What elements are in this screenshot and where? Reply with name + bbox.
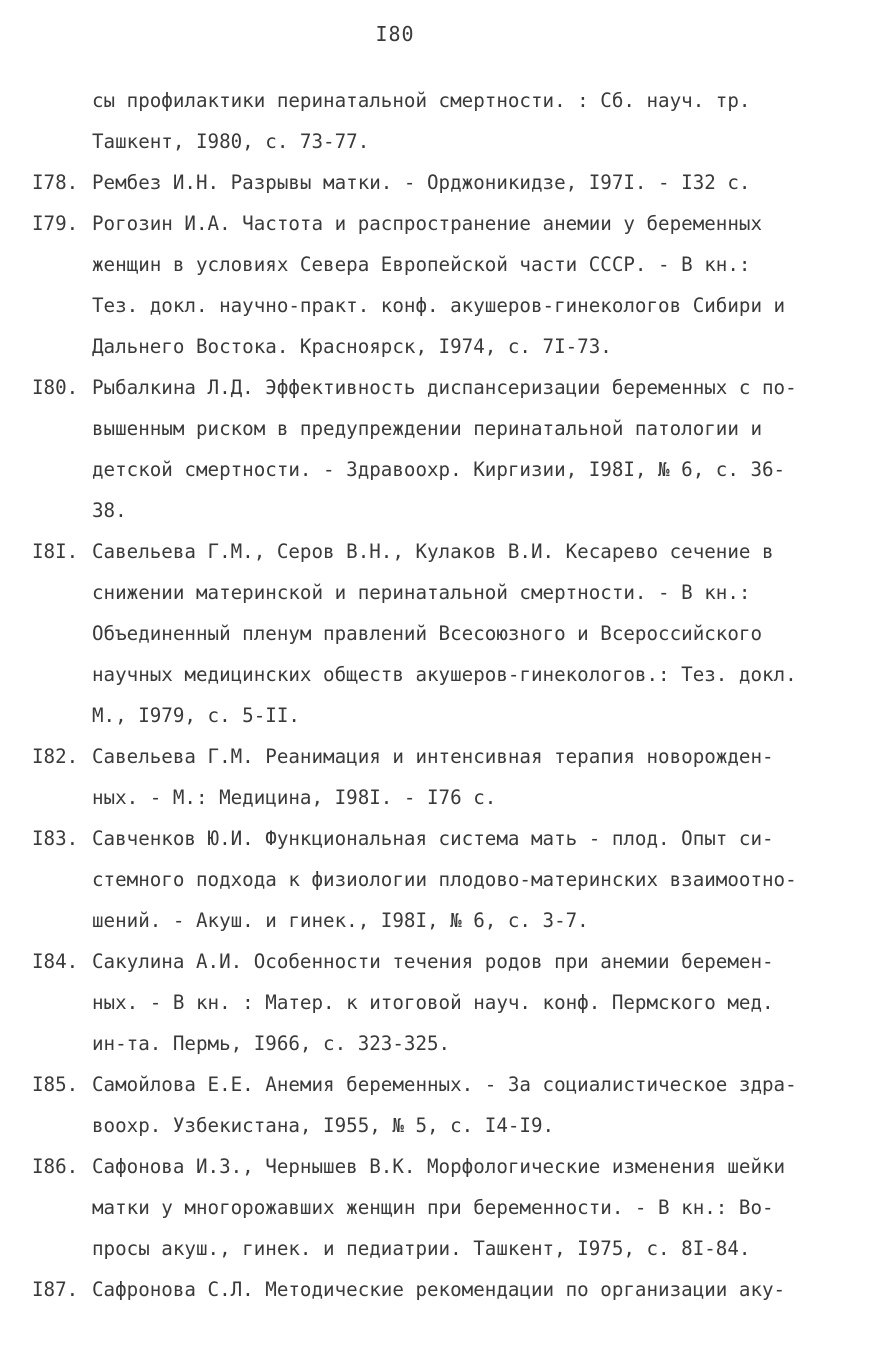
bibliography-entry-184 bbox=[0, 941, 884, 1064]
entry-line: ин-та. Пермь, I966, с. 323-325. bbox=[92, 1032, 451, 1055]
entry-line: Савченков Ю.И. Функциональная система мать - плод. Опыт си- bbox=[92, 827, 774, 850]
bibliography-entry-180 bbox=[0, 367, 884, 531]
bibliography-entry-185 bbox=[0, 1064, 884, 1146]
entry-number: I86. bbox=[32, 1155, 79, 1178]
entry-line: 38. bbox=[92, 499, 127, 522]
bibliography-entry-183 bbox=[0, 818, 884, 941]
entry-line: М., I979, с. 5-II. bbox=[92, 704, 300, 727]
entry-number: I85. bbox=[32, 1073, 79, 1096]
entry-number: I83. bbox=[32, 827, 79, 850]
entry-number: I8I. bbox=[32, 540, 79, 563]
entry-line: воохр. Узбекистана, I955, № 5, с. I4-I9. bbox=[92, 1114, 555, 1137]
page-number: I80 bbox=[375, 22, 415, 46]
entry-line: вышенным риском в предупреждении перинатальной патологии и bbox=[92, 417, 763, 440]
entry-line: матки у многорожавших женщин при беременности. - В кн.: Во- bbox=[92, 1196, 774, 1219]
entry-line: ных. - М.: Медицина, I98I. - I76 с. bbox=[92, 786, 497, 809]
entry-line: ных. - В кн. : Матер. к итоговой науч. конф. Пермского мед. bbox=[92, 991, 774, 1014]
entry-line: сы профилактики перинатальной смертности. : Сб. науч. тр. bbox=[92, 89, 751, 112]
entry-line: стемного подхода к физиологии плодово-материнских взаимоотно- bbox=[92, 868, 797, 891]
entry-line: женщин в условиях Севера Европейской части СССР. - В кн.: bbox=[92, 253, 751, 276]
entry-line: Объединенный пленум правлений Всесоюзного и Всероссийского bbox=[92, 622, 763, 645]
entry-line: Самойлова Е.Е. Анемия беременных. - За социалистическое здра- bbox=[92, 1073, 797, 1096]
entry-line: просы акуш., гинек. и педиатрии. Ташкент, I975, с. 8I-84. bbox=[92, 1237, 751, 1260]
entry-line: Сакулина А.И. Особенности течения родов при анемии беремен- bbox=[92, 950, 774, 973]
entry-line: Дальнего Востока. Красноярск, I974, с. 7I-73. bbox=[92, 335, 612, 358]
entry-line: Сафонова И.З., Чернышев В.К. Морфологические изменения шейки bbox=[92, 1155, 786, 1178]
bibliography-entry-187 bbox=[0, 1269, 884, 1310]
entry-number: I80. bbox=[32, 376, 79, 399]
entry-number: I84. bbox=[32, 950, 79, 973]
bibliography-list bbox=[0, 80, 884, 1310]
bibliography-entry-181 bbox=[0, 531, 884, 736]
entry-line: Ташкент, I980, с. 73-77. bbox=[92, 130, 370, 153]
continuation-entry bbox=[0, 80, 884, 162]
entry-line: шений. - Акуш. и гинек., I98I, № 6, с. 3-7. bbox=[92, 909, 589, 932]
entry-line: Сафронова С.Л. Методические рекомендации по организации аку- bbox=[92, 1278, 786, 1301]
entry-line: Рыбалкина Л.Д. Эффективность диспансеризации беременных с по- bbox=[92, 376, 797, 399]
entry-number: I78. bbox=[32, 171, 79, 194]
entry-line: Савельева Г.М. Реанимация и интенсивная терапия новорожден- bbox=[92, 745, 774, 768]
entry-number: I82. bbox=[32, 745, 79, 768]
entry-line: Рогозин И.А. Частота и распространение анемии у беременных bbox=[92, 212, 763, 235]
entry-line: детской смертности. - Здравоохр. Киргизии, I98I, № 6, с. 36- bbox=[92, 458, 786, 481]
entry-line: научных медицинских обществ акушеров-гинекологов.: Тез. докл. bbox=[92, 663, 797, 686]
entry-line: Рембез И.Н. Разрывы матки. - Орджоникидзе, I97I. - I32 с. bbox=[92, 171, 751, 194]
bibliography-entry-178 bbox=[0, 162, 884, 203]
entry-number: I79. bbox=[32, 212, 79, 235]
entry-line: Савельева Г.М., Серов В.Н., Кулаков В.И. Кесарево сечение в bbox=[92, 540, 774, 563]
entry-line: снижении материнской и перинатальной смертности. - В кн.: bbox=[92, 581, 751, 604]
bibliography-entry-179 bbox=[0, 203, 884, 367]
entry-line: Тез. докл. научно-практ. конф. акушеров-гинекологов Сибири и bbox=[92, 294, 786, 317]
bibliography-entry-182 bbox=[0, 736, 884, 818]
entry-number: I87. bbox=[32, 1278, 79, 1301]
bibliography-entry-186 bbox=[0, 1146, 884, 1269]
